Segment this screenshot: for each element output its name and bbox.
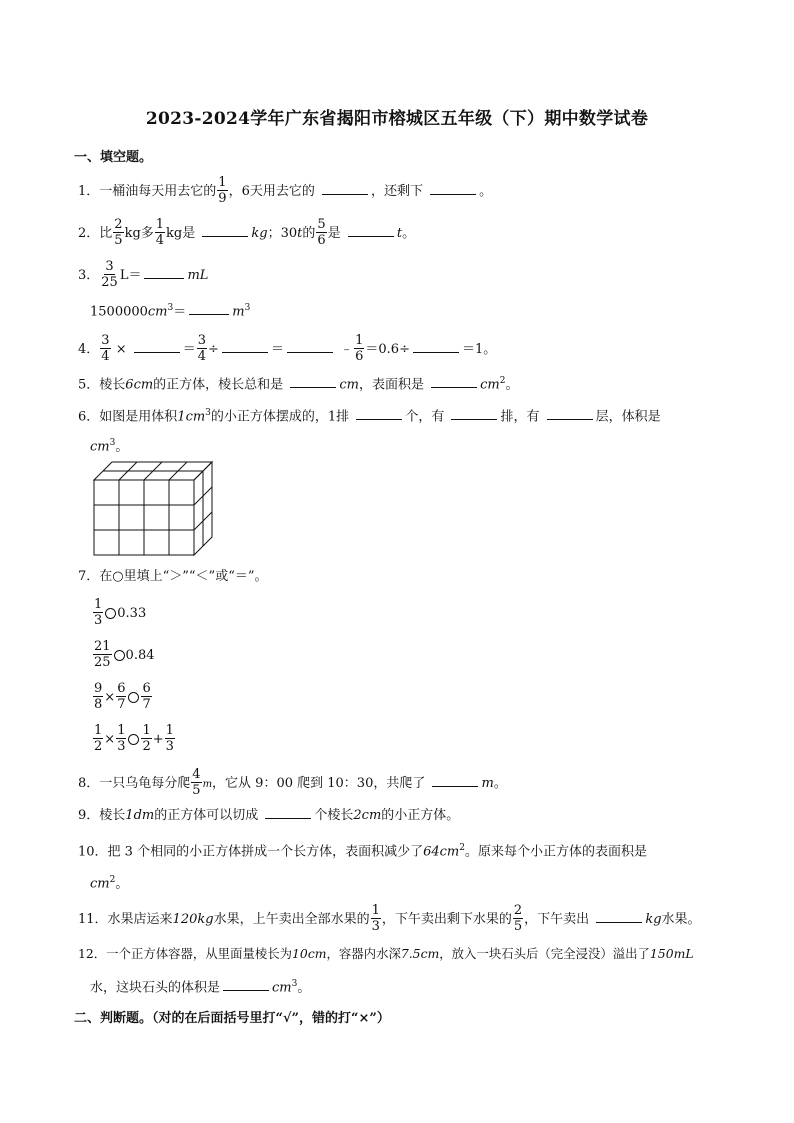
compare-circle[interactable] [114, 650, 125, 661]
question-6-cont: $cm^3$。 [90, 438, 129, 455]
cuboid-figure [92, 460, 222, 560]
question-11: 11．水果店运来120kg水果，上午卖出全部水果的 $\frac{1}{3}$ ，下午卖出剩下水果的 $\frac{2}{5}$ ，下午卖出 kg水果。 [78, 903, 701, 934]
question-7: 7．在○里填上“＞”“＜”或“＝”。 [78, 569, 268, 584]
fraction: $\frac{1}{9}$ [218, 175, 227, 206]
question-6: 6．如图是用体积$1cm^3$的小正方体摆成的，1排 个，有 排，有 层，体积是 [78, 408, 661, 425]
answer-blank[interactable] [596, 910, 642, 923]
answer-blank[interactable] [134, 340, 180, 353]
question-9: 9．棱长1dm的正方体可以切成 个棱长2cm的小正方体。 [78, 808, 460, 823]
answer-blank[interactable] [287, 340, 333, 353]
compare-circle[interactable] [105, 608, 116, 619]
compare-circle[interactable] [128, 692, 139, 703]
question-3a: 3． $\frac{3}{25}$ L＝ mL [78, 259, 209, 290]
answer-blank[interactable] [144, 266, 184, 279]
question-4: 4． $\frac{3}{4}$ × ＝ $\frac{3}{4}$ ÷ ＝ ﹣ $\frac{1}{6}$ ＝0.6÷ ＝1。 [78, 333, 497, 364]
answer-blank[interactable] [322, 182, 368, 195]
question-12: 12．一个正方体容器，从里面量棱长为10cm，容器内水深7.5cm，放入一块石头后（完全浸没）溢出了150mL [78, 946, 694, 961]
question-1: 1．一桶油每天用去它的 $\frac{1}{9}$ ，6天用去它的 ，还剩下 。 [78, 175, 493, 206]
question-10: 10．把 3 个相同的小正方体拼成一个长方体，表面积减少了$64cm^2$。原来每个小正方体的表面积是 [78, 843, 647, 860]
question-5: 5．棱长6cm的正方体，棱长总和是 cm，表面积是 $cm^2$。 [78, 376, 519, 393]
answer-blank[interactable] [290, 375, 336, 388]
question-2: 2．比 $\frac{2}{5}$ kg多 $\frac{1}{4}$ kg是 kg；30t的 $\frac{5}{6}$ 是 t。 [78, 217, 416, 248]
answer-blank[interactable] [202, 224, 248, 237]
section-true-false: 二、判断题。（对的在后面括号里打“√”，错的打“×”） [74, 1011, 390, 1026]
compare-row-1: $\frac{1}{3}$ 0.33 [94, 597, 147, 628]
answer-blank[interactable] [222, 340, 268, 353]
answer-blank[interactable] [356, 407, 402, 420]
question-3b: $1500000cm^3= m^3$ [90, 303, 251, 320]
answer-blank[interactable] [189, 302, 229, 315]
answer-blank[interactable] [348, 224, 394, 237]
answer-blank[interactable] [413, 340, 459, 353]
answer-blank[interactable] [223, 978, 269, 991]
page-title: 2023-2024学年广东省揭阳市榕城区五年级（下）期中数学试卷 [145, 109, 649, 129]
compare-row-3: $\frac{9}{8}$ × $\frac{6}{7}$ $\frac{6}{7}$ [94, 681, 151, 712]
answer-blank[interactable] [451, 407, 497, 420]
compare-row-2: $\frac{21}{25}$ 0.84 [94, 639, 155, 670]
compare-circle[interactable] [128, 734, 139, 745]
answer-blank[interactable] [430, 182, 476, 195]
question-12-cont: 水，这块石头的体积是 $cm^3$。 [90, 979, 311, 996]
answer-blank[interactable] [547, 407, 593, 420]
section-fill-in: 一、填空题。 [74, 150, 153, 165]
answer-blank[interactable] [265, 806, 311, 819]
compare-row-4: $\frac{1}{2}$ × $\frac{1}{3}$ $\frac{1}{2}$ + $\frac{1}{3}$ [94, 723, 174, 754]
answer-blank[interactable] [431, 375, 477, 388]
question-8: 8．一只乌龟每分爬 $\frac{4}{5}$ m，它从 9：00 爬到 10：30，共爬了 m。 [78, 767, 507, 798]
question-10-cont: $cm^2$。 [90, 875, 129, 892]
answer-blank[interactable] [432, 774, 478, 787]
